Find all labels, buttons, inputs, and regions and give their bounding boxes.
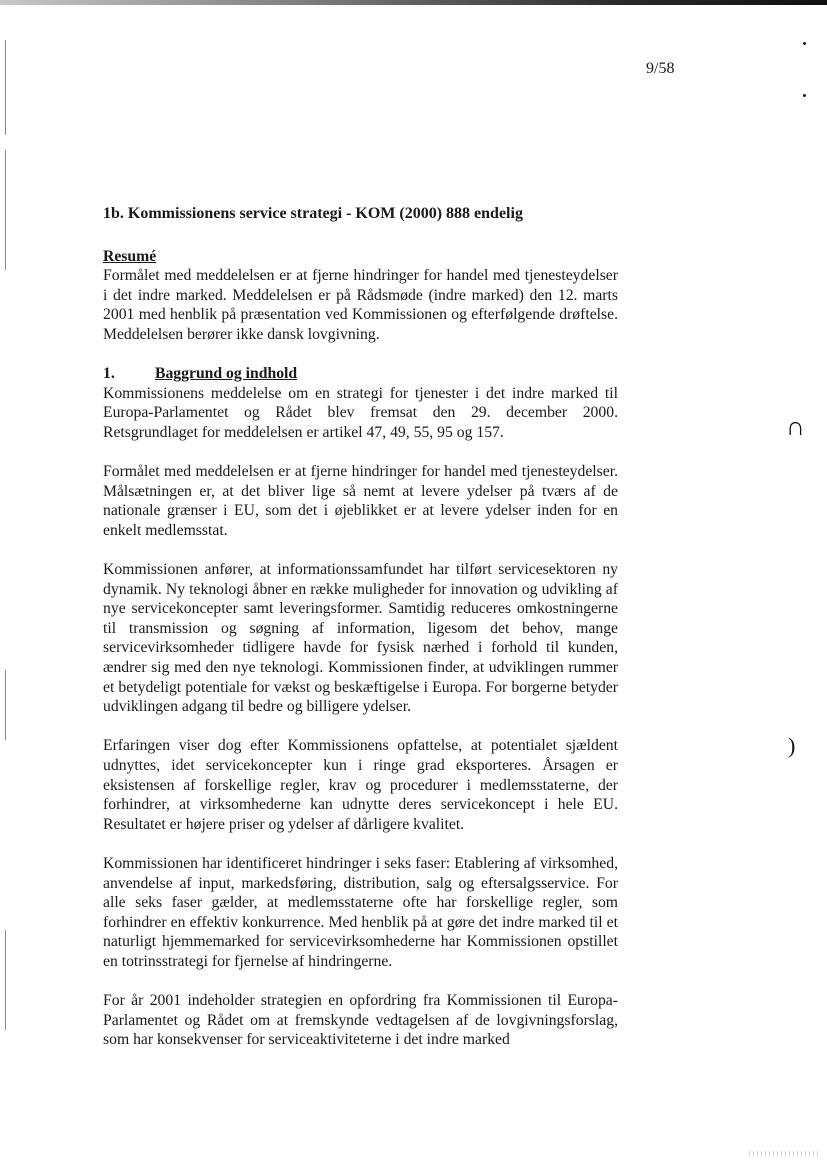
scan-speck xyxy=(803,42,806,45)
body-paragraph: Formålet med meddelelsen er at fjerne hindringer for handel med tjenesteydelser. Målsætningen er, at det bliver lige så nemt at levere ydelser på tværs af de nationale grænser i EU, som det i øjeblikket er at levere ydelser inden for en enkelt medlemsstat. xyxy=(103,463,618,539)
document-body xyxy=(103,204,618,1070)
document-title: 1b. Kommissionens service strategi - KOM (2000) 888 endelig xyxy=(103,205,523,222)
body-paragraph: Erfaringen viser dog efter Kommissionens opfattelse, at potentialet sjældent udnyttes, idet servicekoncepter kun i ringe grad eksporteres. Årsagen er eksistensen af forskellige regler, krav og procedurer i medlemsstaterne, der forhindrer, at virksomhederne kan udnytte deres servicekoncept i hele EU. Resultatet er højere priser og ydelser af dårligere kvalitet. xyxy=(103,737,618,833)
body-paragraph: For år 2001 indeholder strategien en opfordring fra Kommissionen til Europa-Parlamentet og Rådet om at fremskynde vedtagelsen af de lovgivningsforslag, som har konsekvenser for serviceaktiviteterne i det indre marked xyxy=(103,992,618,1049)
page-number: 9/58 xyxy=(646,60,675,77)
scan-margin-line xyxy=(5,40,6,135)
scan-margin-line xyxy=(5,150,6,270)
resume-heading xyxy=(103,247,618,267)
binder-hole-mark: ∩ xyxy=(786,412,805,441)
scan-top-edge xyxy=(0,0,827,5)
scan-noise xyxy=(749,1151,819,1157)
section-number: 1. xyxy=(103,365,115,383)
section-heading-label: Baggrund og indhold xyxy=(155,365,298,383)
scan-margin-line xyxy=(5,670,6,740)
section-heading xyxy=(103,364,618,384)
scan-speck xyxy=(803,94,806,97)
scan-margin-line xyxy=(5,930,6,1030)
body-paragraph: Kommissionen har identificeret hindringer i seks faser: Etablering af virksomhed, anvendelse af input, markedsføring, distribution, salg og eftersalgsservice. For alle seks faser gælder, at medlemsstaterne ofte har forskellige regler, som forhindrer en effektiv konkurrence. Med henblik på at gøre det indre marked til et naturligt hjemmemarked for servicevirksomhederne har Kommissionen opstillet en totrinsstrategi for fjernelse af hindringerne. xyxy=(103,855,618,970)
body-paragraph: Kommissionen anfører, at informationssamfundet har tilført servicesektoren ny dynamik. Ny teknologi åbner en række muligheder for innovation og udvikling af nye servicekoncepter samt leveringsformer. Samtidig reduceres omkostningerne til transmission og søgning af information, ligesom det behov, mange servicevirksomheder tidligere havde for fysisk nærhed i forhold til kunden, ændrer sig med den nye teknologi. Kommissionen finder, at udviklingen rummer et betydeligt potentiale for vækst og beskæftigelse i Europa. For borgerne betyder udviklingen adgang til bedre og billigere ydelser. xyxy=(103,561,618,716)
body-paragraph: Kommissionens meddelelse om en strategi for tjenester i det indre marked til Europa-Parlamentet og Rådet blev fremsat den 29. december 2000. Retsgrundlaget for meddelelsen er artikel 47, 49, 55, 95 og 157. xyxy=(103,384,618,441)
resume-paragraph: Formålet med meddelelsen er at fjerne hindringer for handel med tjenesteydelser i det indre marked. Meddelelsen er på Rådsmøde (indre marked) den 12. marts 2001 med henblik på præsentation ved Kommissionen og efterfølgende drøftelse. Meddelelsen berører ikke dansk lovgivning. xyxy=(103,267,618,343)
binder-hole-mark: ) xyxy=(788,733,796,758)
resume-heading-label: Resumé xyxy=(103,247,157,265)
